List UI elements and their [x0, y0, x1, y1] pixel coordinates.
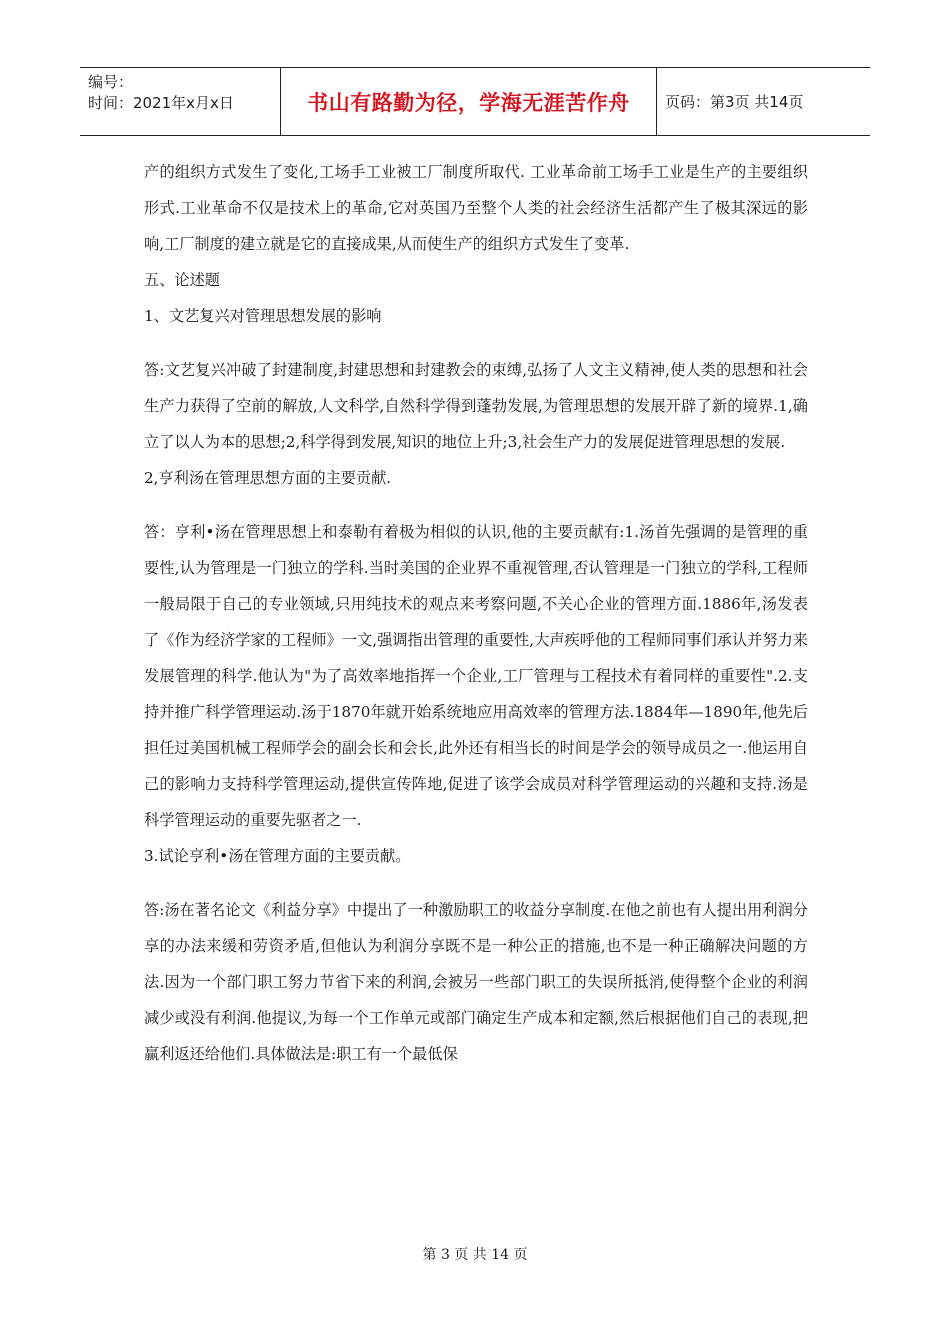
question-2: 2,亨利汤在管理思想方面的主要贡献.	[144, 469, 392, 487]
document-date: 时间：2021年x月x日	[88, 94, 234, 112]
question-1: 1、文艺复兴对管理思想发展的影响	[144, 307, 382, 325]
answer-3: 答:汤在著名论文《利益分享》中提出了一种激励职工的收益分享制度.在他之前也有人提出用利润分享的办法来缓和劳资矛盾,但他认为利润分享既不是一种公正的措施,也不是一种正确解决问题的方法.因为一个部门职工努力节省下来的利润,会被另一些部门职工的失误所抵消,使得整个企业的利润减少或没有利润.他提议,为每一个工作单元或部门确定生产成本和定额,然后根据他们自己的表现,把赢利返还给他们.具体做法是:职工有一个最低保	[144, 901, 808, 1063]
page-footer: 第 3 页 共 14 页	[422, 1247, 528, 1263]
header-meta	[80, 68, 281, 135]
section-heading: 五、论述题	[144, 271, 220, 289]
header-motto-cell	[281, 68, 657, 135]
answer-2: 答：亨利•汤在管理思想上和泰勒有着极为相似的认识,他的主要贡献有:1.汤首先强调的是管理的重要性,认为管理是一门独立的学科.当时美国的企业界不重视管理,否认管理是一门独立的学科,工程师一般局限于自己的专业领域,只用纯技术的观点来考察问题,不关心企业的管理方面.1886年,汤发表了《作为经济学家的工程师》一文,强调指出管理的重要性,大声疾呼他的工程师同事们承认并努力来发展管理的科学.他认为"为了高效率地指挥一个企业,工厂管理与工程技术有着同样的重要性".2.支持并推广科学管理运动.汤于1870年就开始系统地应用高效率的管理方法.1884年—1890年,他先后担任过美国机械工程师学会的副会长和会长,此外还有相当长的时间是学会的领导成员之一.他运用自己的影响力支持科学管理运动,提供宣传阵地,促进了该学会成员对科学管理运动的兴趣和支持.汤是科学管理运动的重要先驱者之一.	[144, 523, 808, 829]
header-motto: 书山有路勤为径，学海无涯苦作舟	[307, 90, 630, 115]
question-3: 3.试论亨利•汤在管理方面的主要贡献。	[144, 847, 411, 865]
header-page-info: 页码：第3页 共14页	[665, 93, 804, 111]
answer-1: 答:文艺复兴冲破了封建制度,封建思想和封建教会的束缚,弘扬了人文主义精神,使人类的思想和社会生产力获得了空前的解放,人文科学,自然科学得到蓬勃发展,为管理思想的发展开辟了新的境界.1,确立了以人为本的思想;2,科学得到发展,知识的地位上升;3,社会生产力的发展促进管理思想的发展.	[144, 361, 808, 451]
document-header	[80, 67, 870, 136]
document-body	[144, 154, 808, 1072]
document-number-label: 编号：	[88, 73, 134, 91]
header-page-info-cell	[657, 68, 870, 135]
paragraph-continuation: 产的组织方式发生了变化,工场手工业被工厂制度所取代. 工业革命前工场手工业是生产的主要组织形式.工业革命不仅是技术上的革命,它对英国乃至整个人类的社会经济生活都产生了极其深远的影响,工厂制度的建立就是它的直接成果,从而使生产的组织方式发生了变革.	[144, 163, 808, 253]
